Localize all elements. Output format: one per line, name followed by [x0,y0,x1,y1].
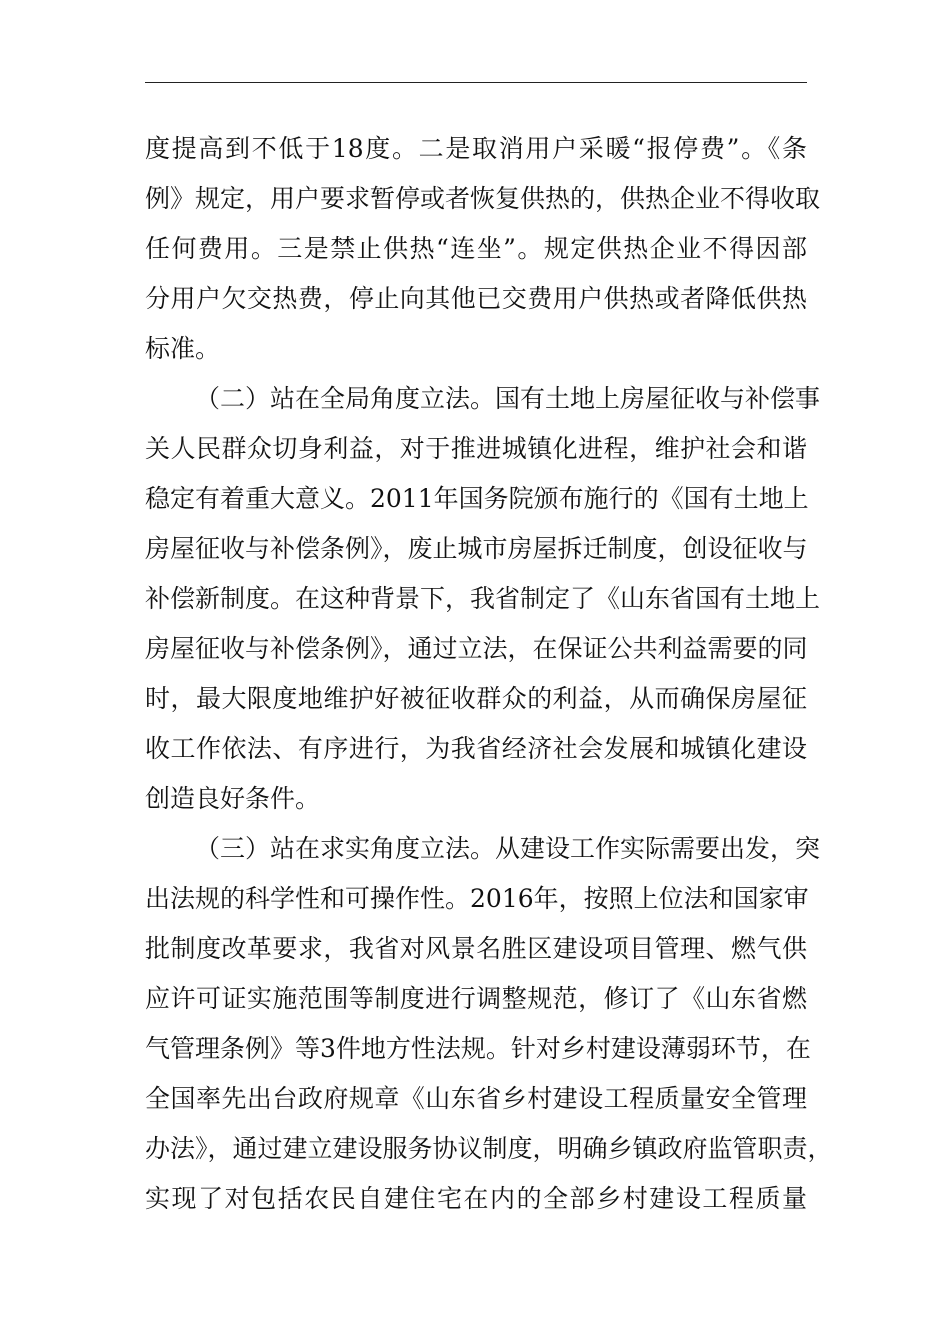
body-line: 房屋征收与补偿条例》，通过立法，在保证公共利益需要的同 [145,634,808,663]
body-line: 关人民群众切身利益，对于推进城镇化进程，维护社会和谐 [145,434,807,463]
body-line: 批制度改革要求，我省对风景名胜区建设项目管理、燃气供 [145,934,807,963]
header-rule [145,82,807,83]
body-line: 办法》，通过建立建设服务协议制度，明确乡镇政府监管职责， [145,1134,833,1163]
body-line: 应许可证实施范围等制度进行调整规范，修订了《山东省燃 [145,984,807,1013]
body-line: 时，最大限度地维护好被征收群众的利益，从而确保房屋征 [145,684,807,713]
body-line: 任何费用。三是禁止供热“连坐”。规定供热企业不得因部 [145,234,807,263]
body-line: 稳定有着重大意义。2011年国务院颁布施行的《国有土地上 [145,484,809,513]
body-line: 例》规定，用户要求暂停或者恢复供热的，供热企业不得收取 [145,184,821,213]
section-heading-line: （三）站在求实角度立法。从建设工作实际需要出发，突 [195,834,821,863]
body-line: 补偿新制度。在这种背景下，我省制定了《山东省国有土地上 [145,584,821,613]
body-line: 创造良好条件。 [145,784,321,813]
section-heading-line: （二）站在全局角度立法。国有土地上房屋征收与补偿事 [195,384,821,413]
body-line: 分用户欠交热费，停止向其他已交费用户供热或者降低供热 [145,284,807,313]
body-line: 气管理条例》等3件地方性法规。针对乡村建设薄弱环节，在 [145,1034,811,1063]
body-line: 全国率先出台政府规章《山东省乡村建设工程质量安全管理 [145,1084,807,1113]
body-line: 收工作依法、有序进行，为我省经济社会发展和城镇化建设 [145,734,807,763]
body-line: 标准。 [145,334,221,363]
body-line: 房屋征收与补偿条例》，废止城市房屋拆迁制度，创设征收与 [145,534,808,563]
body-line: 实现了对包括农民自建住宅在内的全部乡村建设工程质量 [145,1184,807,1213]
body-line: 度提高到不低于18度。二是取消用户采暖“报停费”。《条 [145,134,807,163]
body-line: 出法规的科学性和可操作性。2016年，按照上位法和国家审 [145,884,809,913]
